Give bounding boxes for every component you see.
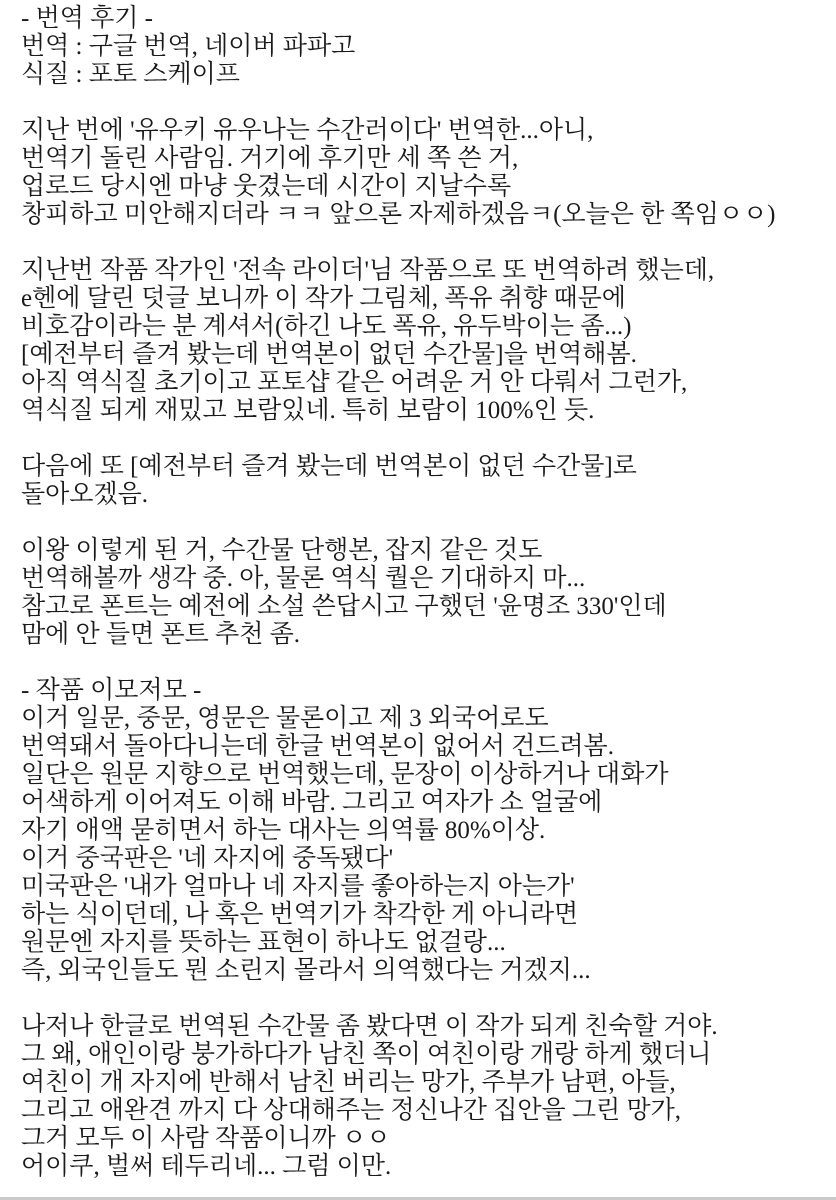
text-line: 하는 식이던데, 나 혹은 번역기가 착각한 게 아니라면 bbox=[21, 901, 579, 928]
text-line: 식질 : 포토 스케이프 bbox=[21, 61, 240, 88]
text-line: 번역해볼까 생각 중. 아, 물론 역식 퀄은 기대하지 마... bbox=[21, 565, 586, 592]
text-line: [예전부터 즐겨 봤는데 번역본이 없던 수간물]을 번역해봄. bbox=[21, 341, 637, 368]
paragraph-next-plans bbox=[21, 453, 828, 509]
text-line: 지난 번에 '유우키 유우나는 수간러이다' 번역한...아니, bbox=[21, 117, 594, 144]
text-line: 미국판은 '내가 얼마나 네 자지를 좋아하는지 아는가' bbox=[21, 873, 575, 900]
text-line: 번역돼서 돌아다니는데 한글 번역본이 없어서 건드려봄. bbox=[21, 733, 614, 760]
text-line: 일단은 원문 지향으로 번역했는데, 문장이 이상하거나 대화가 bbox=[21, 761, 669, 788]
paragraph-closing bbox=[21, 1013, 828, 1181]
text-line: 비호감이라는 분 계셔서(하긴 나도 폭유, 유두박이는 좀...) bbox=[21, 313, 632, 340]
text-line: 이거 일문, 중문, 영문은 물론이고 제 3 외국어로도 bbox=[21, 705, 549, 732]
text-line: 아직 역식질 초기이고 포토샵 같은 어려운 거 안 다뤄서 그런가, bbox=[21, 369, 688, 396]
text-line: 그 왜, 애인이랑 붕가하다가 남친 쪽이 여친이랑 개랑 하게 했더니 bbox=[21, 1041, 712, 1068]
text-line: 맘에 안 들면 폰트 추천 좀. bbox=[21, 621, 301, 648]
text-line: 그리고 애완견 까지 다 상대해주는 정신나간 집안을 그린 망가, bbox=[21, 1097, 682, 1124]
text-line: 그거 모두 이 사람 작품이니까 ㅇㅇ bbox=[21, 1125, 391, 1152]
text-line: 창피하고 미안해지더라 ㅋㅋ 앞으론 자제하겠음ㅋ(오늘은 한 쪽임ㅇㅇ) bbox=[21, 201, 776, 228]
text-line: 여친이 개 자지에 반해서 남친 버리는 망가, 주부가 남편, 아들, bbox=[21, 1069, 676, 1096]
text-line: 참고로 폰트는 예전에 소설 쓴답시고 구했던 '윤명조 330'인데 bbox=[21, 593, 667, 620]
text-line: e헨에 달린 덧글 보니까 이 작가 그림체, 폭유 취향 때문에 bbox=[21, 285, 626, 312]
text-line: 즉, 외국인들도 뭔 소린지 몰라서 의역했다는 거겠지... bbox=[21, 957, 591, 984]
paragraph-previous-work bbox=[21, 257, 828, 425]
text-line: 다음에 또 [예전부터 즐겨 봤는데 번역본이 없던 수간물]로 bbox=[21, 453, 637, 480]
text-line: 업로드 당시엔 마냥 웃겼는데 시간이 지날수록 bbox=[21, 173, 512, 200]
paragraph-work-notes bbox=[21, 677, 828, 985]
paragraph-font-note bbox=[21, 537, 828, 649]
section-title-translation-afterword: - 번역 후기 - bbox=[21, 5, 154, 32]
text-line: 번역 : 구글 번역, 네이버 파파고 bbox=[21, 33, 356, 60]
text-line: 돌아오겠음. bbox=[21, 481, 149, 508]
text-line: 이거 중국판은 '네 자지에 중독됐다' bbox=[21, 845, 394, 872]
text-line: 역식질 되게 재밌고 보람있네. 특히 보람이 100%인 듯. bbox=[21, 397, 595, 424]
paragraph-intro bbox=[21, 117, 828, 229]
text-line: 나저나 한글로 번역된 수간물 좀 봤다면 이 작가 되게 친숙할 거야. bbox=[21, 1013, 718, 1040]
text-line: 어이쿠, 벌써 테두리네... 그럼 이만. bbox=[21, 1153, 392, 1180]
text-line: 어색하게 이어져도 이해 바람. 그리고 여자가 소 얼굴에 bbox=[21, 789, 603, 816]
text-line: 번역기 돌린 사람임. 거기에 후기만 세 쪽 쓴 거, bbox=[21, 145, 519, 172]
paragraph-credits bbox=[21, 5, 828, 89]
text-line: 자기 애액 묻히면서 하는 대사는 의역률 80%이상. bbox=[21, 817, 546, 844]
section-title-work-details: - 작품 이모저모 - bbox=[21, 677, 202, 704]
text-line: 이왕 이렇게 된 거, 수간물 단행본, 잡지 같은 것도 bbox=[21, 537, 543, 564]
text-line: 지난번 작품 작가인 '전속 라이더'님 작품으로 또 번역하려 했는데, bbox=[21, 257, 715, 284]
text-line: 원문엔 자지를 뜻하는 표현이 하나도 없걸랑... bbox=[21, 929, 506, 956]
